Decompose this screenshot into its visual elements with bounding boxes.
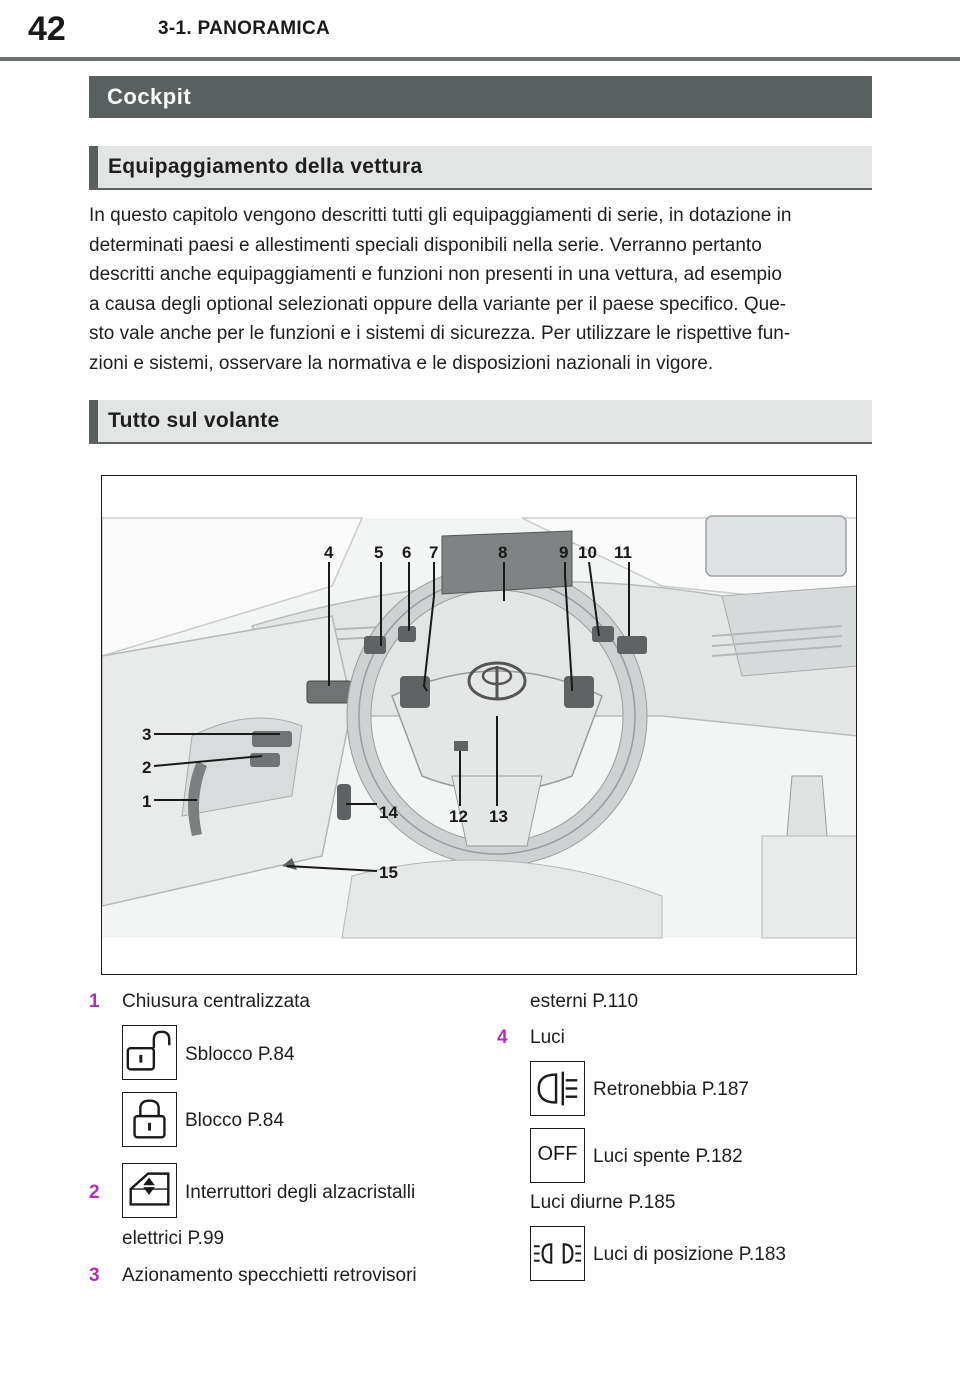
callout-12: 12 [449,807,468,826]
cockpit-illustration [101,475,857,975]
list-item-text: elettrici P.99 [122,1228,225,1249]
list-item-number: 4 [497,1027,508,1048]
callout-3: 3 [142,725,152,744]
equipment-banner-title: Equipaggiamento della vettura [108,155,423,178]
intro-line: descritti anche equipaggiamenti e funzioni non presenti in una vettura, ad esempio [89,264,782,286]
intro-line: sto vale anche per le funzioni e i sistemi di sicurezza. Per utilizzare le rispettive fun- [89,323,791,345]
banner-accent-bar [89,400,98,442]
rear-fog-light-icon [530,1061,585,1116]
callout-6: 6 [402,543,412,562]
window-switch-icon [122,1163,177,1218]
banner-accent-bar [89,146,98,188]
parking-lights-icon [530,1226,585,1281]
lock-icon [122,1092,177,1147]
lights-off-icon [530,1128,585,1183]
steering-banner-title: Tutto sul volante [108,409,280,432]
callout-1: 1 [142,792,152,811]
callout-13: 13 [489,807,508,826]
cockpit-banner [89,76,872,118]
list-item-text: Luci diurne P.185 [530,1192,676,1213]
callout-8: 8 [498,543,508,562]
callout-7: 7 [429,543,439,562]
list-item-text: Chiusura centralizzata [122,991,310,1012]
list-item-text: Azionamento specchietti retrovisori [122,1265,417,1286]
intro-paragraph [89,201,879,379]
section-title: 3-1. PANORAMICA [158,18,330,39]
lights-off-label: OFF [537,1143,578,1165]
cockpit-banner-title: Cockpit [107,84,192,109]
list-item-number: 2 [89,1182,100,1203]
callout-4: 4 [324,543,334,562]
page-number: 42 [28,10,66,48]
list-item-number: 3 [89,1265,100,1286]
list-item-number: 1 [89,991,100,1012]
list-item-text: Luci [530,1027,565,1048]
equipment-banner [89,146,872,190]
callout-9: 9 [559,543,569,562]
steering-banner [89,400,872,444]
list-subitem-text: Blocco P.84 [185,1110,284,1131]
callout-2: 2 [142,758,152,777]
list-subitem-text: Retronebbia P.187 [593,1079,749,1100]
list-item-text: Interruttori degli alzacristalli [185,1182,416,1203]
callout-10: 10 [578,543,597,562]
callout-11: 11 [614,543,632,562]
intro-line: In questo capitolo vengono descritti tutti gli equipaggiamenti di serie, in dotazione in [89,205,792,226]
intro-line: a causa degli optional selezionati oppure della variante per il paese specifico. Que- [89,293,787,315]
cockpit-drawing [102,476,857,975]
list-subitem-text: Sblocco P.84 [185,1044,295,1065]
header-divider [0,57,960,61]
callout-15: 15 [379,863,398,882]
list-subitem-text: Luci di posizione P.183 [593,1244,786,1265]
list-item-text: esterni P.110 [530,991,639,1012]
intro-line: determinati paesi e allestimenti speciali disponibili nella serie. Verranno pertanto [89,234,762,256]
list-subitem-text: Luci spente P.182 [593,1146,743,1167]
intro-line: zioni e sistemi, osservare la normativa e le disposizioni nazionali in vigore. [89,352,714,374]
callout-5: 5 [374,543,384,562]
callout-14: 14 [379,803,398,822]
unlock-icon [122,1025,177,1080]
